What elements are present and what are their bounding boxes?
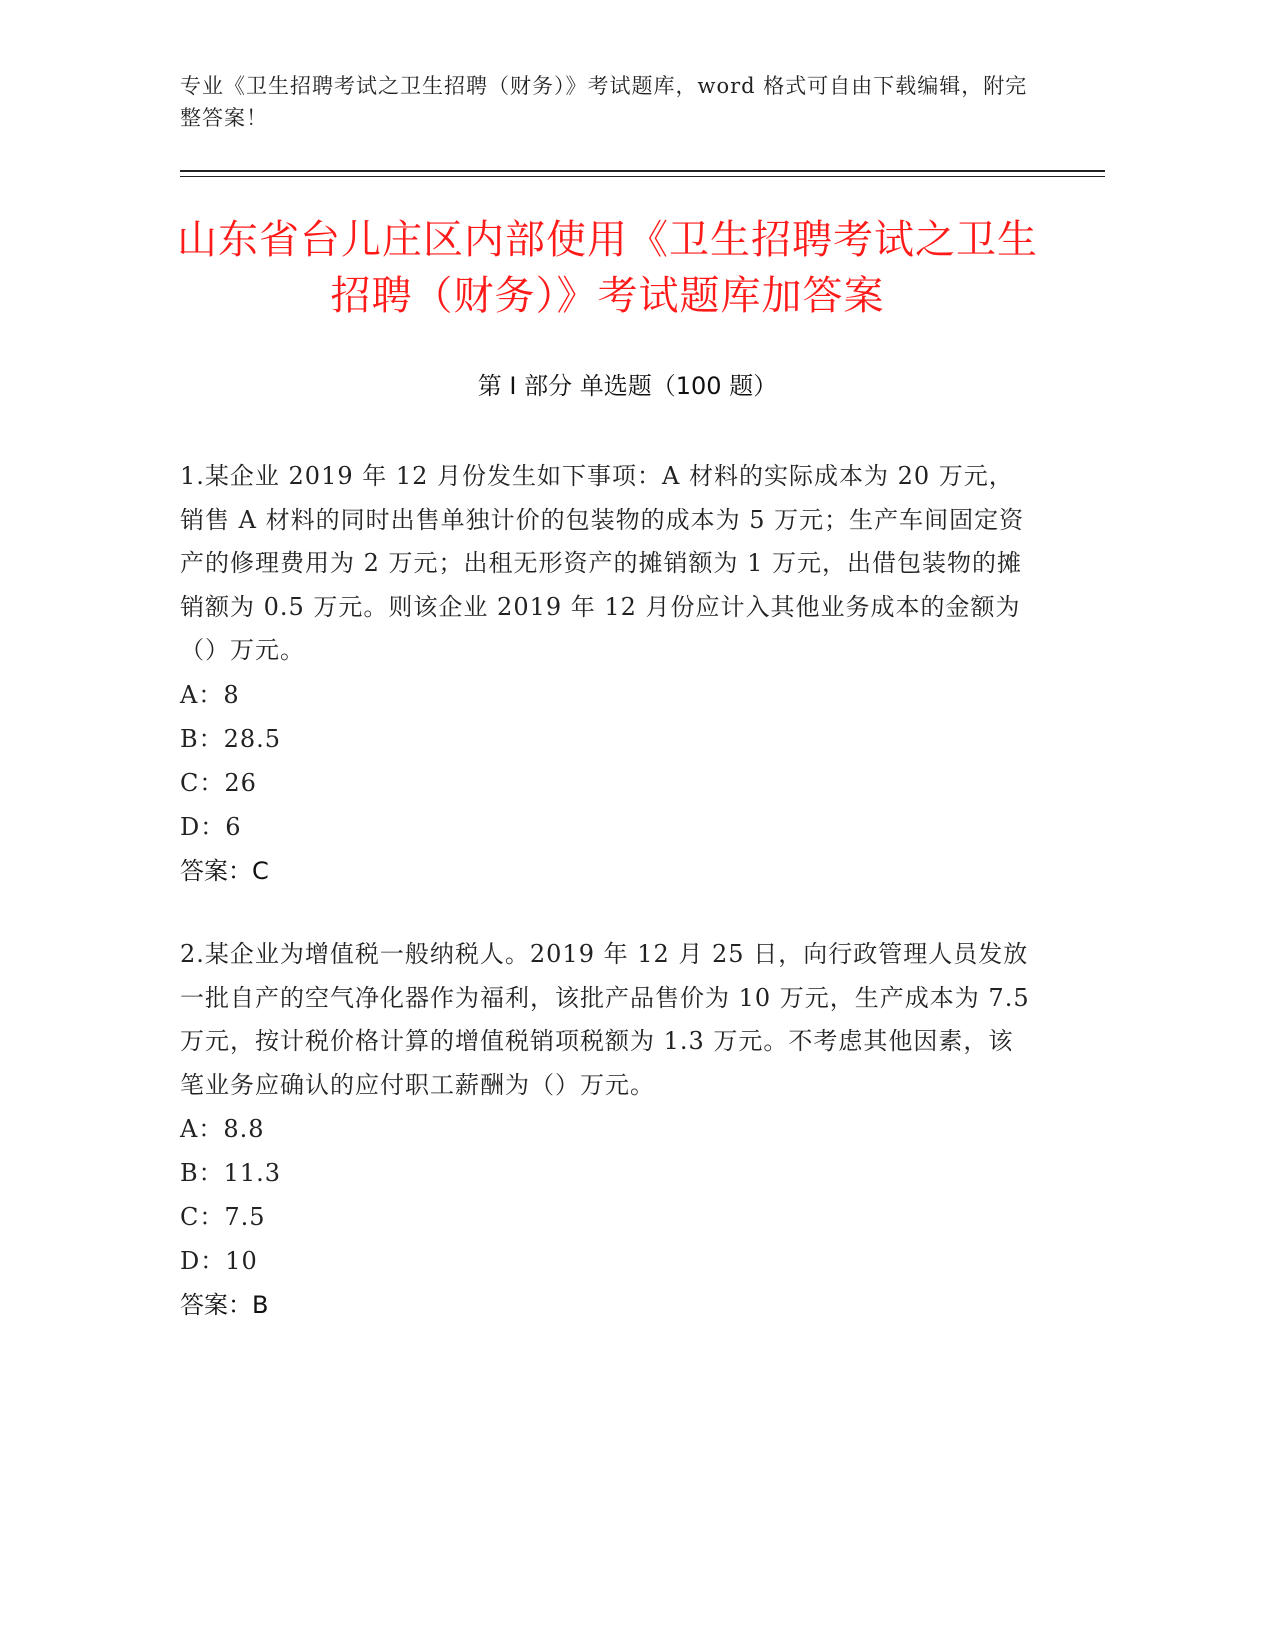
answer-line: 答案：C <box>180 856 269 885</box>
option-b: B：11.3 <box>180 1159 282 1187</box>
header-divider-thick <box>180 170 1105 172</box>
question-stem: 1.某企业 2019 年 12 月份发生如下事项：A 材料的实际成本为 20 万元，销售 A 材料的同时出售单独计价的包装物的成本为 5 万元；生产车间固定资产的修理费用为 2 万元；出租无形资产的摊销额为 1 万元，出借包装物的摊销额为 0.5 万元。则该企业 2019 年 12 月份应计入其他业务成本的金额为（）万元。 <box>180 462 1025 664</box>
option-a: A：8.8 <box>180 1115 265 1143</box>
question-block <box>180 455 1030 893</box>
option-d: D：6 <box>180 812 242 841</box>
option-b: B：28.5 <box>180 724 282 753</box>
question-block <box>180 933 1030 1327</box>
option-c: C：7.5 <box>180 1203 266 1231</box>
option-a: A：8 <box>180 680 240 709</box>
question-stem: 2.某企业为增值税一般纳税人。2019 年 12 月 25 日，向行政管理人员发放一批自产的空气净化器作为福利，该批产品售价为 10 万元，生产成本为 7.5 万元，按计税价格计算的增值税销项税额为 1.3 万元。不考虑其他因素，该笔业务应确认的应付职工薪酬为（）万元。 <box>180 940 1030 1099</box>
header-divider-thin <box>180 176 1105 177</box>
document-title: 山东省台儿庄区内部使用《卫生招聘考试之卫生招聘（财务）》考试题库加答案 <box>177 217 1038 319</box>
header-note: 专业《卫生招聘考试之卫生招聘（财务）》考试题库，word 格式可自由下载编辑，附完整答案！ <box>180 74 1028 130</box>
option-d: D：10 <box>180 1247 258 1275</box>
section-title: 第 I 部分 单选题（100 题） <box>477 372 778 400</box>
option-c: C：26 <box>180 768 257 797</box>
answer-line: 答案：B <box>180 1291 269 1319</box>
